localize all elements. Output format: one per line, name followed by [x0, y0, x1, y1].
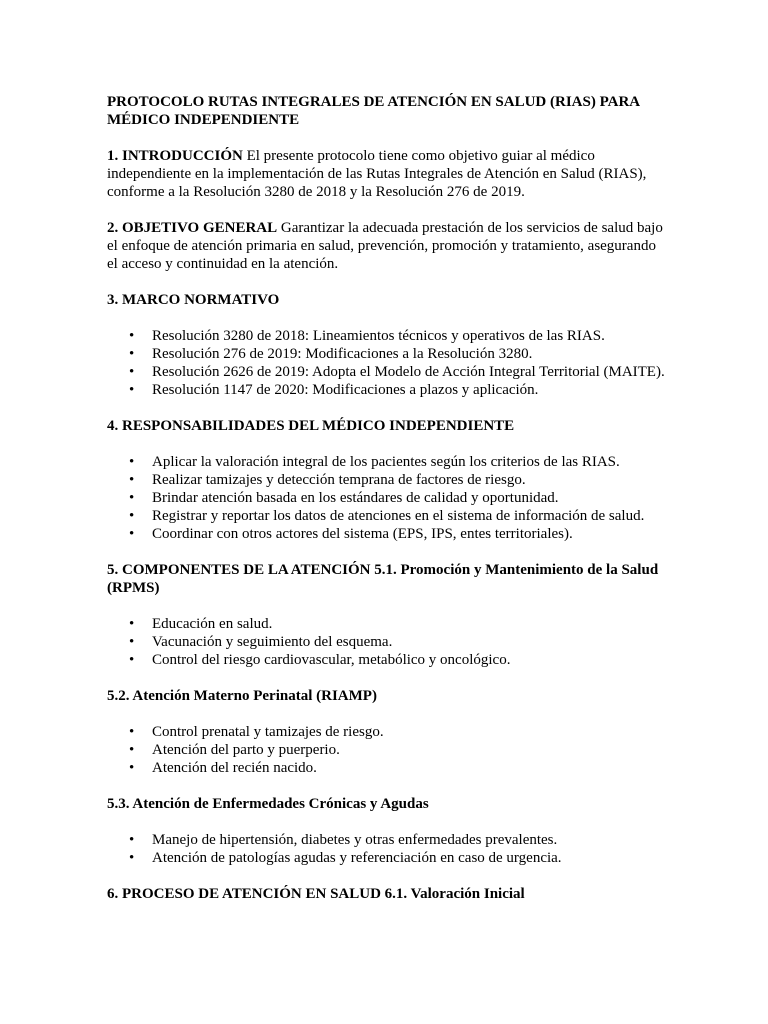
list-item: • Control del riesgo cardiovascular, metabólico y oncológico.	[152, 651, 667, 669]
list-item: • Registrar y reportar los datos de atenciones en el sistema de información de salud.	[152, 507, 667, 525]
list-item: • Atención de patologías agudas y referenciación en caso de urgencia.	[152, 849, 667, 867]
list-item: • Coordinar con otros actores del sistema (EPS, IPS, entes territoriales).	[152, 525, 667, 543]
list-item: • Resolución 2626 de 2019: Adopta el Modelo de Acción Integral Territorial (MAITE).	[152, 363, 667, 381]
list-item: • Atención del parto y puerperio.	[152, 741, 667, 759]
list-item: • Resolución 3280 de 2018: Lineamientos técnicos y operativos de las RIAS.	[152, 327, 667, 345]
list-item: • Brindar atención basada en los estándares de calidad y oportunidad.	[152, 489, 667, 507]
list-item: • Vacunación y seguimiento del esquema.	[152, 633, 667, 651]
list-componentes	[107, 615, 667, 669]
list-materno	[107, 723, 667, 777]
section-heading-componentes: 5. COMPONENTES DE LA ATENCIÓN 5.1. Promoción y Mantenimiento de la Salud (RPMS)	[107, 562, 659, 596]
list-item: • Resolución 1147 de 2020: Modificaciones a plazos y aplicación.	[152, 381, 667, 399]
section-heading-responsabilidades: 4. RESPONSABILIDADES DEL MÉDICO INDEPENDIENTE	[107, 418, 515, 434]
list-item: • Atención del recién nacido.	[152, 759, 667, 777]
list-item: • Manejo de hipertensión, diabetes y otras enfermedades prevalentes.	[152, 831, 667, 849]
section-heading-marco: 3. MARCO NORMATIVO	[107, 292, 280, 308]
section-heading-objetivo: 2. OBJETIVO GENERAL	[107, 220, 278, 236]
list-marco	[107, 327, 667, 399]
list-item: • Realizar tamizajes y detección temprana de factores de riesgo.	[152, 471, 667, 489]
list-item: • Resolución 276 de 2019: Modificaciones a la Resolución 3280.	[152, 345, 667, 363]
document-title: PROTOCOLO RUTAS INTEGRALES DE ATENCIÓN EN SALUD (RIAS) PARA MÉDICO INDEPENDIENTE	[107, 94, 640, 128]
section-introduccion	[107, 147, 667, 201]
list-item: • Control prenatal y tamizajes de riesgo.	[152, 723, 667, 741]
list-item: • Educación en salud.	[152, 615, 667, 633]
list-responsabilidades	[107, 453, 667, 543]
section-heading-materno: 5.2. Atención Materno Perinatal (RIAMP)	[107, 688, 377, 704]
document-page	[107, 93, 667, 903]
list-cronicas	[107, 831, 667, 867]
section-objetivo	[107, 219, 667, 273]
section-heading-cronicas: 5.3. Atención de Enfermedades Crónicas y Agudas	[107, 796, 429, 812]
section-heading-proceso: 6. PROCESO DE ATENCIÓN EN SALUD 6.1. Valoración Inicial	[107, 886, 525, 902]
list-item: • Aplicar la valoración integral de los pacientes según los criterios de las RIAS.	[152, 453, 667, 471]
section-text-objetivo: Garantizar la adecuada prestación de los servicios de salud bajo el enfoque de atención primaria en salud, prevención, promoción y tratamiento, asegurando el acceso y continuidad en la atención.	[107, 220, 663, 272]
section-heading-introduccion: 1. INTRODUCCIÓN	[107, 148, 243, 164]
section-text-introduccion: El presente protocolo tiene como objetivo guiar al médico independiente en la implementación de las Rutas Integrales de Atención en Salud (RIAS), conforme a la Resolución 3280 de 2018 y la Resolución 276 de 2019.	[107, 148, 647, 200]
